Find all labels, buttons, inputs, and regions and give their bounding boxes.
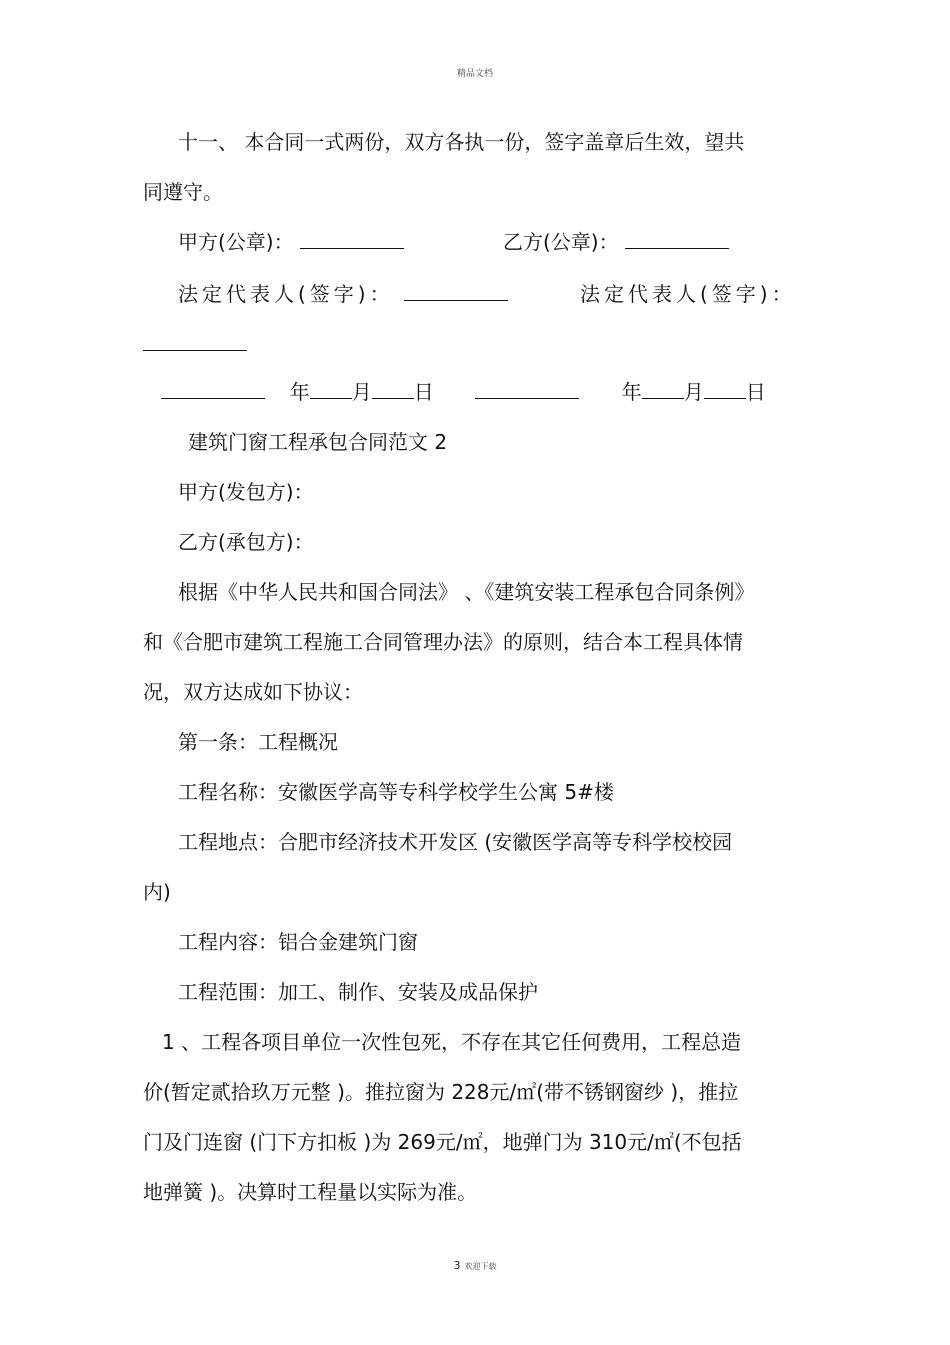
rep-b-blank-row	[143, 330, 247, 358]
party-a-line: 甲方(发包方)：	[178, 480, 314, 504]
rep-b-label: 法定代表人(签字)：	[580, 282, 796, 306]
party-b-seal-blank	[625, 228, 729, 249]
page-footer	[0, 1259, 950, 1272]
clause-1-line-3: 门及门连窗 (门下方扣板 )为 269元/㎡，地弹门为 310元/㎡(不包括	[143, 1130, 742, 1154]
date-b-month: 月	[683, 380, 704, 404]
project-name: 工程名称：安徽医学高等专科学校学生公寓 5#楼	[178, 780, 614, 804]
clause-1-line-1: 1 、工程各项目单位一次性包死，不存在其它任何费用，工程总造	[162, 1030, 742, 1054]
project-location-line-2: 内)	[143, 880, 171, 904]
date-row-b	[475, 378, 766, 406]
document-title: 建筑门窗工程承包合同范文 2	[188, 430, 448, 454]
preamble-line-2: 和《合肥市建筑工程施工合同管理办法》的原则，结合本工程具体情	[143, 630, 743, 654]
party-a-seal-row	[178, 228, 404, 256]
date-a-day: 日	[413, 380, 434, 404]
preamble-line-3: 况，双方达成如下协议：	[143, 680, 363, 704]
date-a-month-blank	[310, 378, 352, 399]
rep-b-blank	[143, 330, 247, 351]
date-b-day-blank	[704, 378, 746, 399]
project-scope: 工程范围：加工、制作、安装及成品保护	[178, 980, 538, 1004]
project-location-line-1: 工程地点：合肥市经济技术开发区 (安徽医学高等专科学校校园	[178, 830, 733, 854]
section-11-line-2: 同遵守。	[143, 180, 223, 204]
project-content: 工程内容：铝合金建筑门窗	[178, 930, 418, 954]
date-a-blank	[161, 378, 265, 399]
clause-1-line-2: 价(暂定贰拾玖万元整 )。推拉窗为 228元/㎡(带不锈钢窗纱 )，推拉	[143, 1080, 739, 1104]
date-a-month: 月	[351, 380, 372, 404]
date-b-blank	[475, 378, 579, 399]
party-b-seal-row	[503, 228, 729, 256]
date-row-a	[161, 378, 434, 406]
date-b-year: 年	[621, 380, 642, 404]
date-b-month-blank	[642, 378, 684, 399]
date-a-day-blank	[372, 378, 414, 399]
party-a-seal-label: 甲方(公章)：	[178, 230, 294, 254]
date-a-year: 年	[289, 380, 310, 404]
article-1-heading: 第一条：工程概况	[178, 730, 338, 754]
preamble-line-1: 根据《中华人民共和国合同法》 、《建筑安装工程承包合同条例》	[178, 580, 755, 604]
page-number: 3	[453, 1259, 461, 1272]
party-b-seal-label: 乙方(公章)：	[503, 230, 619, 254]
section-11-line-1: 十一、 本合同一式两份，双方各执一份，签字盖章后生效，望共	[178, 130, 745, 154]
rep-a-label: 法定代表人(签字)：	[178, 282, 394, 306]
rep-a-blank	[404, 280, 508, 301]
footer-note: 欢迎下载	[464, 1262, 497, 1271]
date-b-day: 日	[745, 380, 766, 404]
header-watermark: 精品文档	[456, 69, 493, 79]
party-a-seal-blank	[300, 228, 404, 249]
party-b-line: 乙方(承包方)：	[178, 530, 314, 554]
rep-a-row	[178, 280, 508, 308]
clause-1-line-4: 地弹簧 )。决算时工程量以实际为准。	[143, 1180, 478, 1204]
